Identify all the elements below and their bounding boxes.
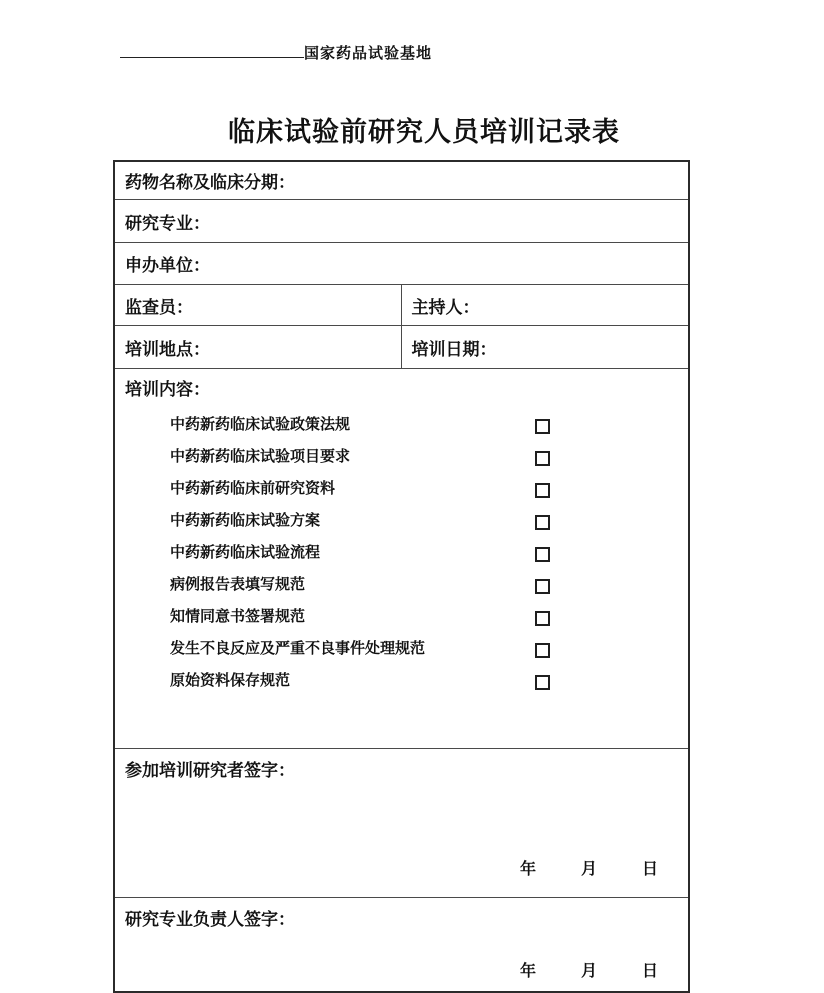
training-item-label: 原始资料保存规范 (170, 673, 291, 689)
training-item-label: 中药新药临床试验流程 (170, 545, 321, 561)
research-specialty-label: 研究专业： (125, 213, 210, 233)
field-drug-name-phase[interactable] (114, 161, 689, 200)
training-item (125, 473, 678, 505)
training-item (125, 633, 678, 665)
checkbox[interactable] (535, 643, 550, 658)
field-monitor[interactable] (114, 285, 401, 326)
training-item (125, 505, 678, 537)
site-name-label: 国家药品试验基地 (304, 46, 433, 62)
document-header (120, 42, 432, 63)
month-label: 月 (580, 861, 597, 878)
checkbox[interactable] (535, 611, 550, 626)
training-item-label: 中药新药临床前研究资料 (170, 481, 336, 497)
training-item (125, 441, 678, 473)
table-row (114, 243, 689, 285)
checkbox[interactable] (535, 579, 550, 594)
training-item-label: 发生不良反应及严重不良事件处理规范 (170, 641, 426, 657)
checkbox[interactable] (535, 451, 550, 466)
year-label: 年 (519, 963, 536, 980)
table-row (114, 285, 689, 326)
year-label: 年 (519, 861, 536, 878)
field-research-specialty[interactable] (114, 200, 689, 243)
header-blank-line[interactable] (120, 42, 304, 58)
training-item-label: 中药新药临床试验政策法规 (170, 417, 351, 433)
trainee-signature-cell[interactable] (114, 749, 689, 898)
specialty-head-signature-cell[interactable] (114, 898, 689, 993)
table-row (114, 326, 689, 369)
form-title: 临床试验前研究人员培训记录表 (228, 117, 620, 147)
training-record-table (113, 160, 690, 993)
field-host[interactable] (401, 285, 689, 326)
checkbox[interactable] (535, 483, 550, 498)
trainee-signature-label: 参加培训研究者签字： (125, 761, 295, 780)
drug-name-phase-label: 药物名称及临床分期： (125, 173, 295, 192)
training-content-cell (114, 369, 689, 749)
field-sponsor[interactable] (114, 243, 689, 285)
training-item-label: 知情同意书签署规范 (170, 609, 306, 625)
checkbox[interactable] (535, 675, 550, 690)
training-item (125, 601, 678, 633)
host-label: 主持人： (411, 297, 480, 317)
specialty-head-signature-label: 研究专业负责人签字： (125, 910, 295, 929)
training-item (125, 665, 678, 697)
field-training-date[interactable] (401, 326, 689, 369)
checkbox[interactable] (535, 547, 550, 562)
checkbox[interactable] (535, 515, 550, 530)
table-row (114, 200, 689, 243)
training-item-label: 中药新药临床试验方案 (170, 513, 321, 529)
table-row (114, 898, 689, 993)
training-item-label: 中药新药临床试验项目要求 (170, 449, 351, 465)
training-item (125, 409, 678, 441)
training-item-list (125, 409, 678, 697)
training-item (125, 537, 678, 569)
training-location-label: 培训地点： (125, 339, 210, 359)
table-row (114, 749, 689, 898)
field-training-location[interactable] (114, 326, 401, 369)
day-label: 日 (641, 963, 658, 980)
checkbox[interactable] (535, 419, 550, 434)
training-content-label: 培训内容： (125, 380, 210, 399)
date-line (520, 958, 658, 981)
training-item-label: 病例报告表填写规范 (170, 577, 306, 593)
day-label: 日 (641, 861, 658, 878)
date-line (520, 856, 658, 879)
table-row (114, 369, 689, 749)
month-label: 月 (580, 963, 597, 980)
training-date-label: 培训日期： (411, 339, 497, 359)
training-item (125, 569, 678, 601)
sponsor-label: 申办单位： (125, 256, 210, 275)
table-row (114, 161, 689, 200)
monitor-label: 监查员： (125, 297, 193, 317)
